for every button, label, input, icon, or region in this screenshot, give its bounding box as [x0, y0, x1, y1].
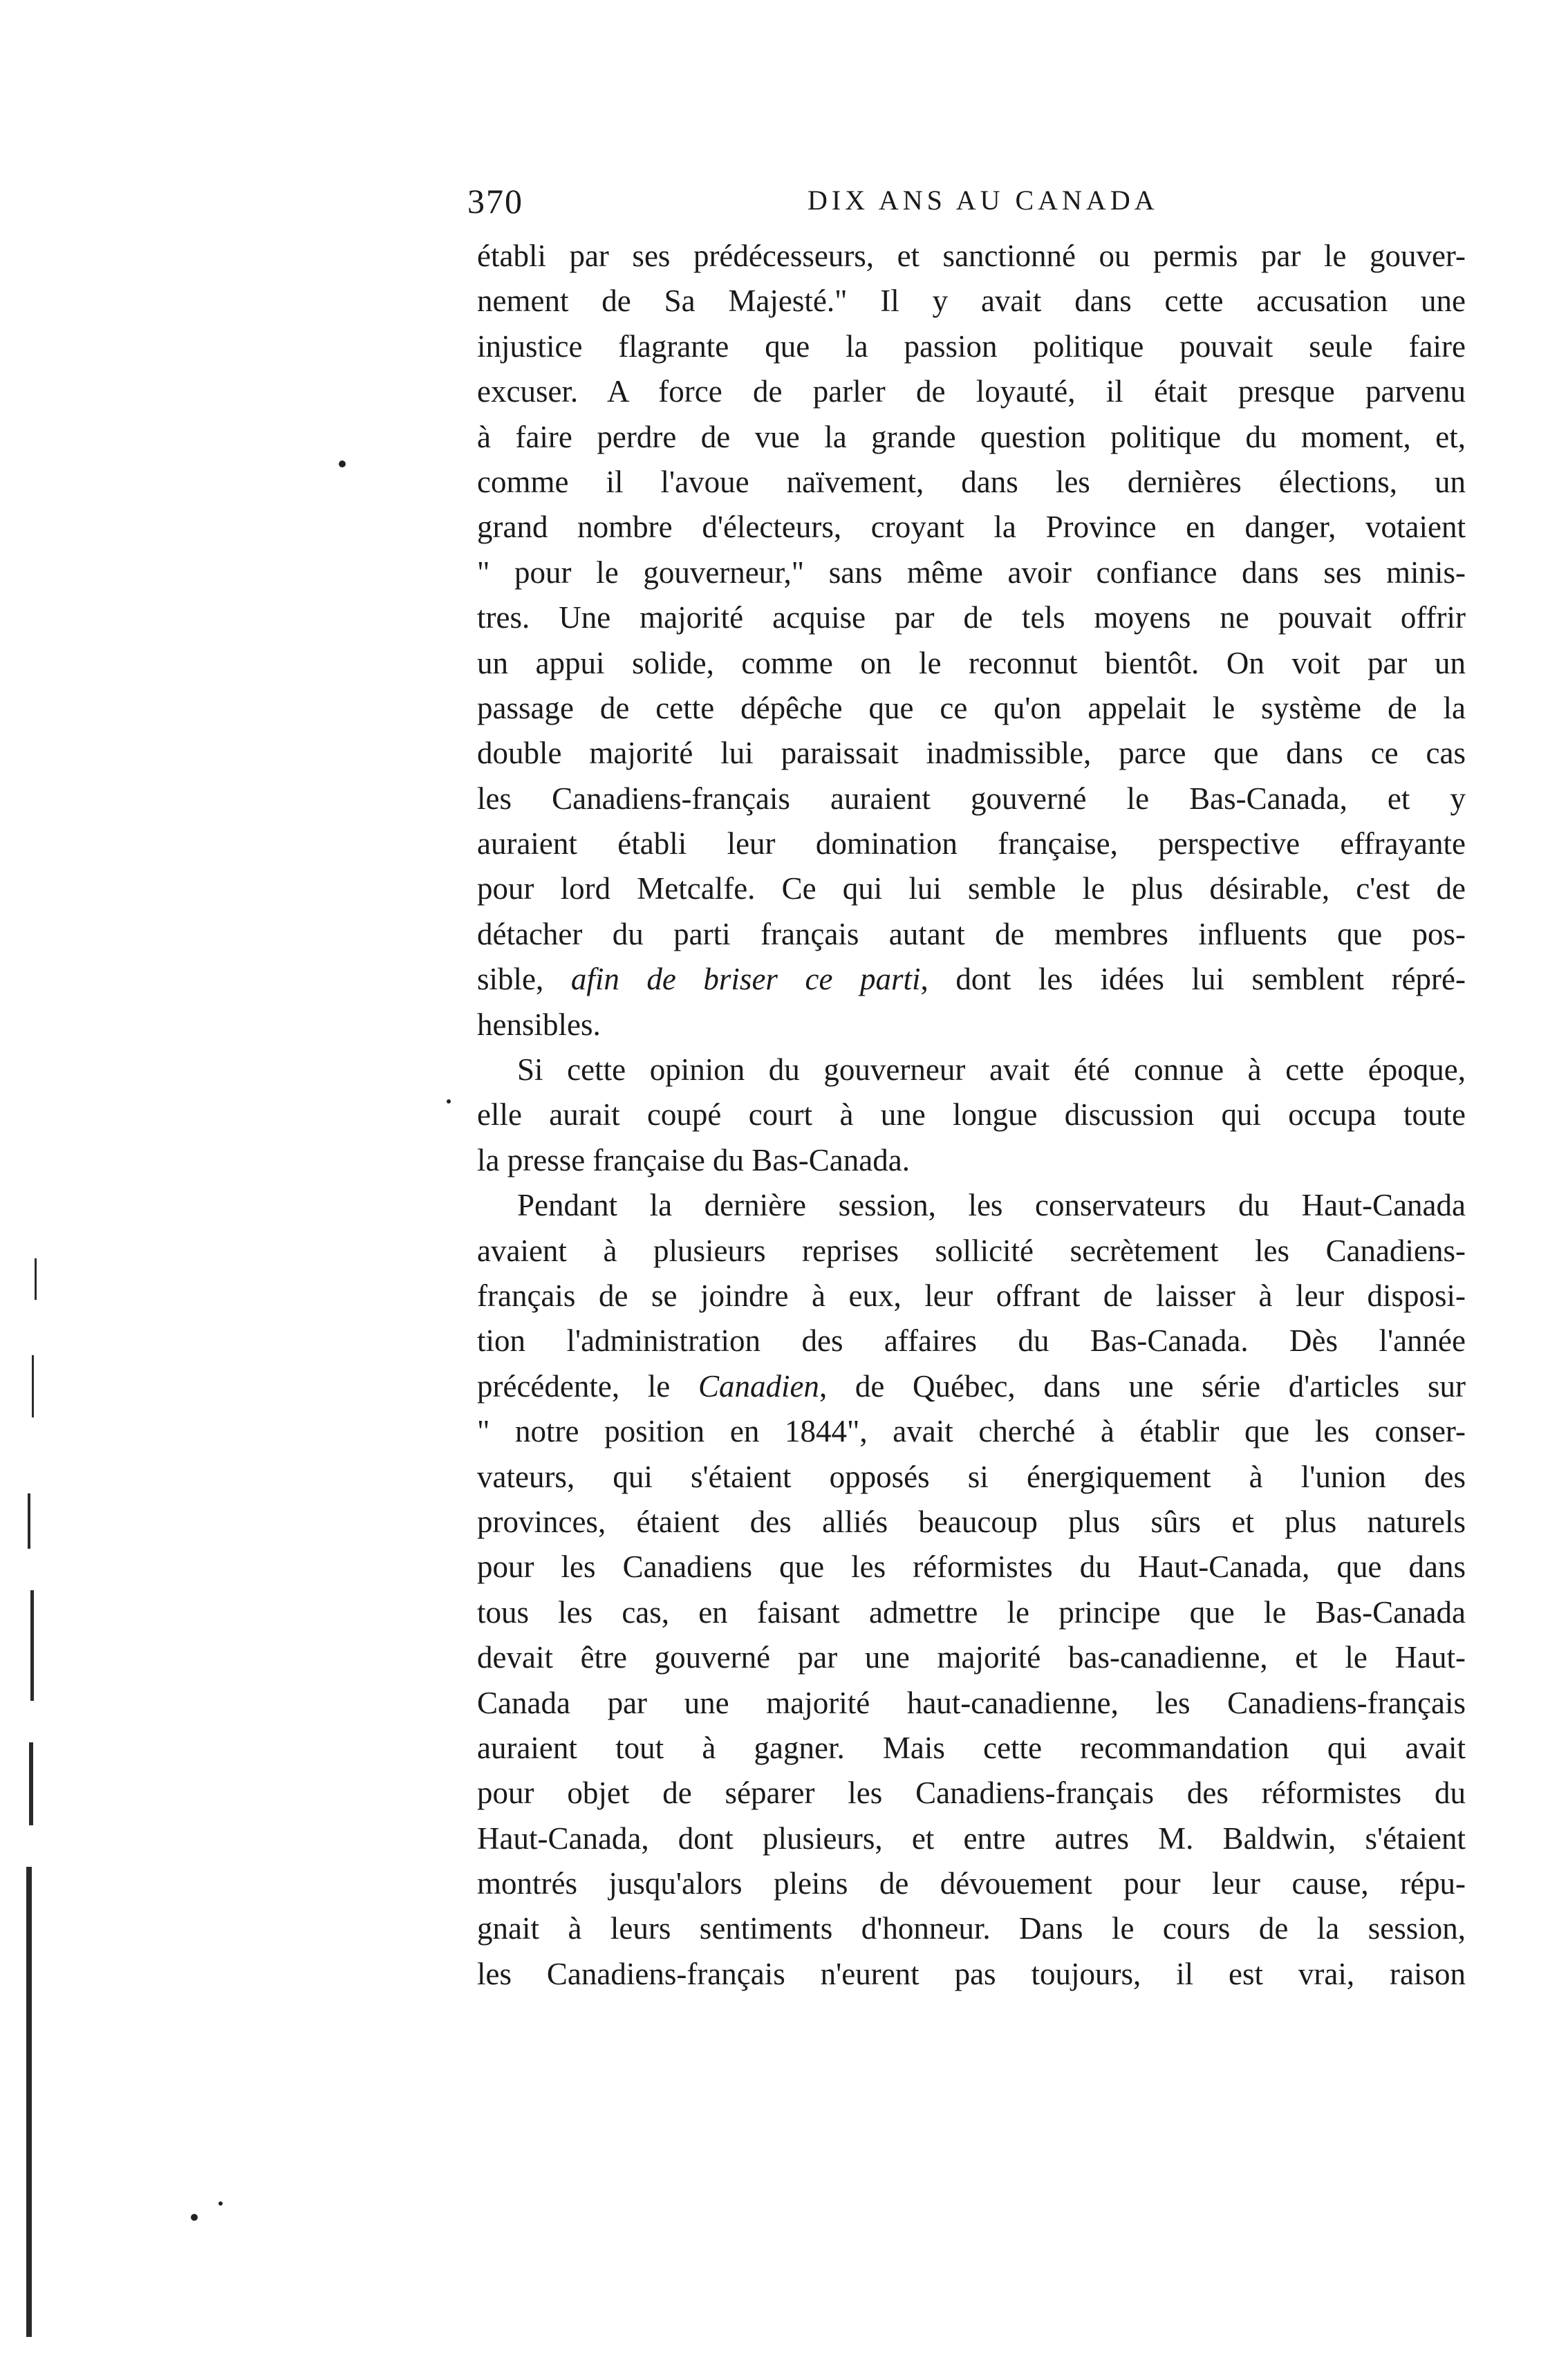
text-line: auraient établi leur domination française, perspective effrayante: [477, 826, 1466, 861]
text-line: " notre position en 1844", avait cherché à établir que les conser-: [477, 1414, 1466, 1449]
text-line: elle aurait coupé court à une longue discussion qui occupa toute: [477, 1097, 1466, 1133]
text-line: à faire perdre de vue la grande question politique du moment, et,: [477, 419, 1466, 454]
text-line: " pour le gouverneur," sans même avoir confiance dans ses minis-: [477, 555, 1466, 590]
margin-dot: [339, 460, 346, 467]
page-header: [0, 0, 1568, 235]
paragraph: [477, 1183, 1466, 1997]
text-line: Canada par une majorité haut-canadienne, les Canadiens-français: [477, 1685, 1466, 1720]
text-line: Si cette opinion du gouverneur avait été connue à cette époque,: [517, 1052, 1466, 1088]
text-line: passage de cette dépêche que ce qu'on appelait le système de la: [477, 690, 1466, 725]
text-line: tous les cas, en faisant admettre le principe que le Bas-Canada: [477, 1594, 1466, 1630]
text-line: auraient tout à gagner. Mais cette recommandation qui avait: [477, 1730, 1466, 1765]
margin-dot: [447, 1099, 451, 1103]
text-line: pour objet de séparer les Canadiens-français des réformistes du: [477, 1776, 1466, 1811]
text-line: établi par ses prédécesseurs, et sanctionné ou permis par le gouver-: [477, 239, 1466, 273]
text-line: comme il l'avoue naïvement, dans les dernières élections, un: [477, 464, 1466, 499]
text-line: provinces, étaient des alliés beaucoup plus sûrs et plus naturels: [477, 1504, 1466, 1539]
text-line: nement de Sa Majesté." Il y avait dans cette accusation une: [477, 283, 1466, 319]
text-line: Haut-Canada, dont plusieurs, et entre autres M. Baldwin, s'étaient: [477, 1820, 1466, 1856]
text-line: gnait à leurs sentiments d'honneur. Dans le cours de la session,: [477, 1911, 1466, 1946]
text-line: les Canadiens-français auraient gouverné le Bas-Canada, et y: [477, 781, 1466, 816]
text-line: tion l'administration des affaires du Bas-Canada. Dès l'année: [477, 1323, 1466, 1359]
text-line: sible, afin de briser ce parti, dont les idées lui semblent répré-: [477, 962, 1466, 997]
running-title: DIX ANS AU CANADA: [808, 185, 1159, 216]
text-line: pour les Canadiens que les réformistes du Haut-Canada, que dans: [477, 1549, 1466, 1585]
text-line: détacher du parti français autant de membres influents que pos-: [477, 916, 1466, 951]
text-line: Pendant la dernière session, les conservateurs du Haut-Canada: [517, 1188, 1466, 1223]
text-line: les Canadiens-français n'eurent pas toujours, il est vrai, raison: [477, 1956, 1466, 1991]
binding-edge-marks: [0, 0, 83, 2357]
text-line: injustice flagrante que la passion politique pouvait seule faire: [477, 328, 1466, 364]
text-line: vateurs, qui s'étaient opposés si énergiquement à l'union des: [477, 1459, 1466, 1494]
text-line: grand nombre d'électeurs, croyant la Province en danger, votaient: [477, 510, 1466, 545]
paragraph: [477, 234, 1466, 1047]
margin-dot: [218, 2201, 223, 2206]
page-number: 370: [467, 182, 523, 221]
text-line: hensibles.: [477, 1007, 601, 1042]
text-line: français de se joindre à eux, leur offrant de laisser à leur disposi-: [477, 1278, 1466, 1313]
text-line: avaient à plusieurs reprises sollicité secrètement les Canadiens-: [477, 1233, 1466, 1268]
text-line: excuser. A force de parler de loyauté, il était presque parvenu: [477, 374, 1466, 409]
text-line: pour lord Metcalfe. Ce qui lui semble le plus désirable, c'est de: [477, 871, 1466, 906]
text-line: précédente, le Canadien, de Québec, dans une série d'articles sur: [477, 1368, 1466, 1404]
text-line: double majorité lui paraissait inadmissible, parce que dans ce cas: [477, 736, 1466, 771]
text-line: devait être gouverné par une majorité bas-canadienne, et le Haut-: [477, 1640, 1466, 1675]
text-line: montrés jusqu'alors pleins de dévouement pour leur cause, répu-: [477, 1866, 1466, 1901]
paragraph: [477, 1047, 1466, 1183]
text-line: tres. Une majorité acquise par de tels moyens ne pouvait offrir: [477, 600, 1466, 635]
body-text: [477, 234, 1466, 1997]
margin-dot: [191, 2214, 198, 2221]
text-line: un appui solide, comme on le reconnut bientôt. On voit par un: [477, 645, 1466, 680]
text-line: la presse française du Bas-Canada.: [477, 1142, 910, 1177]
